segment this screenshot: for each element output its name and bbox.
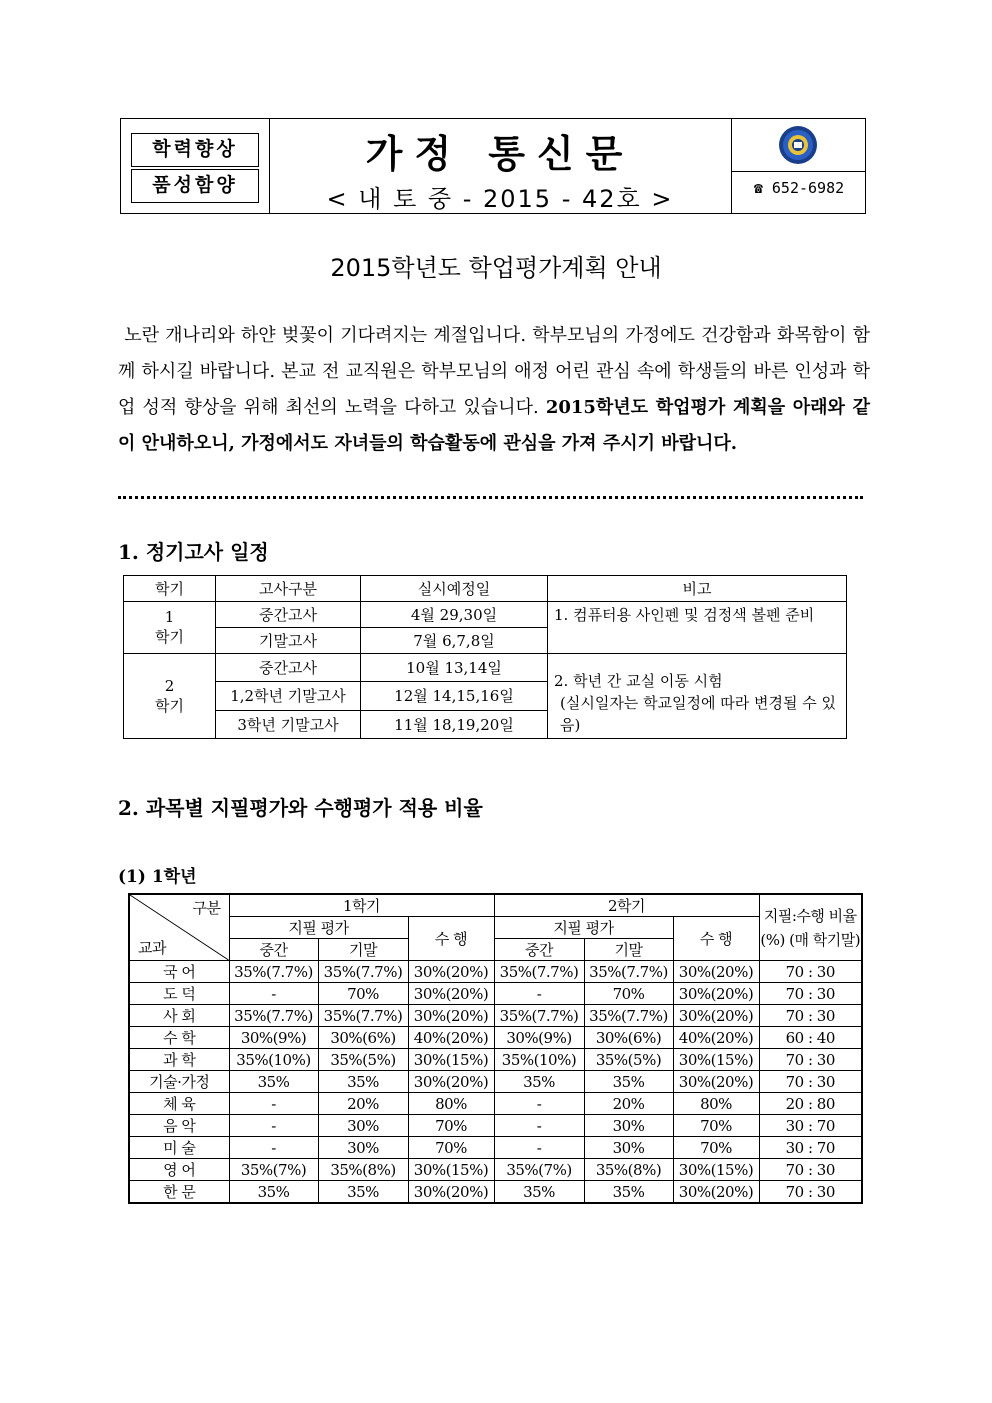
sem2-midterm-cell: 35%(7.7%) xyxy=(494,1005,584,1027)
table-row xyxy=(129,1115,862,1137)
section2-heading: 2. 과목별 지필평가와 수행평가 적용 비율 xyxy=(118,796,483,820)
assessment-ratio-table xyxy=(128,893,863,1204)
table-header-row xyxy=(129,917,862,939)
ratio-cell: 70 : 30 xyxy=(759,983,862,1005)
subject-cell: 한 문 xyxy=(129,1181,229,1204)
table-row xyxy=(129,1071,862,1093)
sem1-final-cell: 35% xyxy=(318,1181,408,1204)
sem1-midterm-cell: 35%(10%) xyxy=(229,1049,318,1071)
subject-cell: 도 덕 xyxy=(129,983,229,1005)
sem2-final-cell: 35%(7.7%) xyxy=(584,1005,673,1027)
subject-cell: 과 학 xyxy=(129,1049,229,1071)
note-3: (실시일자는 학교일정에 따라 변경될 수 있음) xyxy=(560,694,837,734)
sem1-midterm-cell: 35%(7%) xyxy=(229,1159,318,1181)
subject-cell: 음 악 xyxy=(129,1115,229,1137)
sem2-midterm-cell: - xyxy=(494,1093,584,1115)
table-row xyxy=(129,1005,862,1027)
exam-type: 중간고사 xyxy=(216,602,361,628)
document-title: 2015학년도 학업평가계획 안내 xyxy=(330,254,662,282)
sem1-performance-cell: 40%(20%) xyxy=(408,1027,494,1049)
sem2-final-cell: 30%(6%) xyxy=(584,1027,673,1049)
exam-type: 3학년 기말고사 xyxy=(216,710,361,738)
corner-bottom-label: 교과 xyxy=(138,939,166,957)
table-row xyxy=(129,1093,862,1115)
sem2-midterm-cell: - xyxy=(494,1137,584,1159)
subject-cell: 미 술 xyxy=(129,1137,229,1159)
school-emblem-icon xyxy=(778,125,818,165)
table-row xyxy=(129,961,862,983)
sem1-performance-cell: 70% xyxy=(408,1115,494,1137)
sem2-final-cell: 35% xyxy=(584,1071,673,1093)
sem1-midterm-cell: 35%(7.7%) xyxy=(229,1005,318,1027)
newsletter-header xyxy=(120,118,866,214)
sem1-performance-cell: 30%(20%) xyxy=(408,961,494,983)
performance-header-1: 수 행 xyxy=(408,917,494,961)
sem1-midterm-cell: - xyxy=(229,983,318,1005)
semester1-cell: 1 학기 xyxy=(124,602,216,654)
sem2-performance-cell: 40%(20%) xyxy=(673,1027,759,1049)
exam-type: 중간고사 xyxy=(216,654,361,682)
table-row xyxy=(129,1159,862,1181)
note-1: 1. 컴퓨터용 사인펜 및 검정색 볼펜 준비 xyxy=(554,606,815,624)
exam-date: 12월 14,15,16일 xyxy=(361,682,548,710)
sem1-final-cell: 35%(7.7%) xyxy=(318,961,408,983)
title-cell xyxy=(269,119,731,213)
logo-cell xyxy=(732,119,866,172)
sem1-midterm-cell: 35% xyxy=(229,1071,318,1093)
sem1-final-cell: 30% xyxy=(318,1115,408,1137)
school-cell xyxy=(731,119,866,213)
exam-date: 11월 18,19,20일 xyxy=(361,710,548,738)
midterm-header-1: 중간 xyxy=(229,939,318,961)
ratio-cell: 30 : 70 xyxy=(759,1115,862,1137)
intro-bold-text: 2015학년도 학업평가 계획을 아래와 같이 안내하오니, 가정에서도 자녀들의 학습활동에 관심을 가져 주시기 바랍니다. xyxy=(118,397,870,454)
ratio-cell: 70 : 30 xyxy=(759,1005,862,1027)
exam-date: 7월 6,7,8일 xyxy=(361,628,548,654)
exam-type: 1,2학년 기말고사 xyxy=(216,682,361,710)
ratio-cell: 70 : 30 xyxy=(759,1071,862,1093)
section1-heading: 1. 정기고사 일정 xyxy=(118,540,269,564)
ratio-cell: 60 : 40 xyxy=(759,1027,862,1049)
sem1-performance-cell: 30%(20%) xyxy=(408,983,494,1005)
sem2-performance-cell: 30%(20%) xyxy=(673,961,759,983)
semester2-header: 2학기 xyxy=(494,894,759,917)
table-header-row xyxy=(124,576,847,602)
intro-paragraph xyxy=(118,318,870,462)
sem2-performance-cell: 30%(15%) xyxy=(673,1159,759,1181)
table-row xyxy=(129,983,862,1005)
ratio-cell: 70 : 30 xyxy=(759,1159,862,1181)
sem2-midterm-cell: 35% xyxy=(494,1181,584,1204)
sem1-final-cell: 70% xyxy=(318,983,408,1005)
exam-date: 4월 29,30일 xyxy=(361,602,548,628)
sem2-midterm-cell: 35%(7.7%) xyxy=(494,961,584,983)
sem2-performance-cell: 80% xyxy=(673,1093,759,1115)
subject-cell: 국 어 xyxy=(129,961,229,983)
final-header-2: 기말 xyxy=(584,939,673,961)
sem2-performance-cell: 70% xyxy=(673,1137,759,1159)
sem2-performance-cell: 30%(20%) xyxy=(673,1071,759,1093)
sem1-final-cell: 35%(8%) xyxy=(318,1159,408,1181)
table-row xyxy=(129,1027,862,1049)
table-row xyxy=(129,1049,862,1071)
sem2-final-cell: 35%(7.7%) xyxy=(584,961,673,983)
note-cell-2 xyxy=(548,654,847,739)
dotted-divider xyxy=(118,496,863,499)
issue-number: < 내 토 중 - 2015 - 42호 > xyxy=(326,185,674,213)
sem2-midterm-cell: - xyxy=(494,1115,584,1137)
sem1-midterm-cell: - xyxy=(229,1093,318,1115)
phone-number: ☎ 652-6982 xyxy=(753,179,845,197)
header-note: 비고 xyxy=(548,576,847,602)
midterm-header-2: 중간 xyxy=(494,939,584,961)
semester2-cell: 2 학기 xyxy=(124,654,216,739)
sem2-final-cell: 35% xyxy=(584,1181,673,1204)
sem2-performance-cell: 30%(20%) xyxy=(673,983,759,1005)
sem1-final-cell: 20% xyxy=(318,1093,408,1115)
sem1-performance-cell: 80% xyxy=(408,1093,494,1115)
motto-academic: 학력향상 xyxy=(131,133,259,167)
subject-cell: 사 회 xyxy=(129,1005,229,1027)
sem2-final-cell: 70% xyxy=(584,983,673,1005)
sem1-midterm-cell: - xyxy=(229,1115,318,1137)
note-2: 2. 학년 간 교실 이동 시험 xyxy=(554,672,723,690)
subject-cell: 기술·가정 xyxy=(129,1071,229,1093)
sem1-midterm-cell: - xyxy=(229,1137,318,1159)
final-header-1: 기말 xyxy=(318,939,408,961)
sem1-final-cell: 35%(5%) xyxy=(318,1049,408,1071)
sem1-final-cell: 35% xyxy=(318,1071,408,1093)
sem2-performance-cell: 30%(15%) xyxy=(673,1049,759,1071)
ratio-cell: 70 : 30 xyxy=(759,961,862,983)
note-cell-1 xyxy=(548,602,847,654)
sem1-performance-cell: 30%(15%) xyxy=(408,1049,494,1071)
header-exam-type: 고사구분 xyxy=(216,576,361,602)
sem2-final-cell: 30% xyxy=(584,1137,673,1159)
header-date: 실시예정일 xyxy=(361,576,548,602)
sem2-performance-cell: 70% xyxy=(673,1115,759,1137)
sem2-final-cell: 20% xyxy=(584,1093,673,1115)
sem2-midterm-cell: 35%(7%) xyxy=(494,1159,584,1181)
sem2-midterm-cell: 35%(10%) xyxy=(494,1049,584,1071)
header-semester: 학기 xyxy=(124,576,216,602)
motto-cell xyxy=(121,119,270,213)
written-header-2: 지필 평가 xyxy=(494,917,673,939)
sem2-final-cell: 30% xyxy=(584,1115,673,1137)
intro-text: 노란 개나리와 하얀 벚꽃이 기다려지는 계절입니다. 학부모님의 가정에도 건강함과 화목함이 함께 하시길 바랍니다. 본교 전 교직원은 학부모님의 애정 어린 관심 속에 학생들의 바른 인성과 학업 성적 향상을 위해 최선의 노력을 다하고 있습니다. xyxy=(118,325,870,418)
table-row xyxy=(124,602,847,628)
motto-character: 품성함양 xyxy=(131,169,259,203)
table-row xyxy=(129,1181,862,1204)
semester1-header: 1학기 xyxy=(229,894,494,917)
sem2-final-cell: 35%(8%) xyxy=(584,1159,673,1181)
sem1-final-cell: 30%(6%) xyxy=(318,1027,408,1049)
sem1-performance-cell: 30%(15%) xyxy=(408,1159,494,1181)
sem2-performance-cell: 30%(20%) xyxy=(673,1005,759,1027)
subject-cell: 체 육 xyxy=(129,1093,229,1115)
sem1-performance-cell: 30%(20%) xyxy=(408,1071,494,1093)
sem1-performance-cell: 30%(20%) xyxy=(408,1005,494,1027)
corner-cell xyxy=(129,894,229,961)
subject-cell: 수 학 xyxy=(129,1027,229,1049)
performance-header-2: 수 행 xyxy=(673,917,759,961)
exam-type: 기말고사 xyxy=(216,628,361,654)
sem1-midterm-cell: 35% xyxy=(229,1181,318,1204)
ratio-cell: 70 : 30 xyxy=(759,1049,862,1071)
exam-date: 10월 13,14일 xyxy=(361,654,548,682)
sem1-final-cell: 30% xyxy=(318,1137,408,1159)
ratio-cell: 70 : 30 xyxy=(759,1181,862,1204)
ratio-cell: 30 : 70 xyxy=(759,1137,862,1159)
written-header-1: 지필 평가 xyxy=(229,917,408,939)
sem2-performance-cell: 30%(20%) xyxy=(673,1181,759,1204)
grade1-subheading: (1) 1학년 xyxy=(118,867,197,887)
table-header-row xyxy=(129,894,862,917)
sem2-midterm-cell: - xyxy=(494,983,584,1005)
sem1-performance-cell: 30%(20%) xyxy=(408,1181,494,1204)
sem2-midterm-cell: 35% xyxy=(494,1071,584,1093)
sem1-midterm-cell: 35%(7.7%) xyxy=(229,961,318,983)
ratio-header: 지필:수행 비율(%) (매 학기말) xyxy=(759,894,862,961)
sem2-final-cell: 35%(5%) xyxy=(584,1049,673,1071)
table-row xyxy=(129,1137,862,1159)
sem1-performance-cell: 70% xyxy=(408,1137,494,1159)
sem1-midterm-cell: 30%(9%) xyxy=(229,1027,318,1049)
sem2-midterm-cell: 30%(9%) xyxy=(494,1027,584,1049)
exam-schedule-table xyxy=(123,575,847,739)
table-row xyxy=(124,654,847,682)
corner-top-label: 구분 xyxy=(192,899,221,917)
ratio-table-body xyxy=(129,961,862,1204)
ratio-cell: 20 : 80 xyxy=(759,1093,862,1115)
sem1-final-cell: 35%(7.7%) xyxy=(318,1005,408,1027)
subject-cell: 영 어 xyxy=(129,1159,229,1181)
newsletter-title: 가정 통신문 xyxy=(365,131,635,176)
